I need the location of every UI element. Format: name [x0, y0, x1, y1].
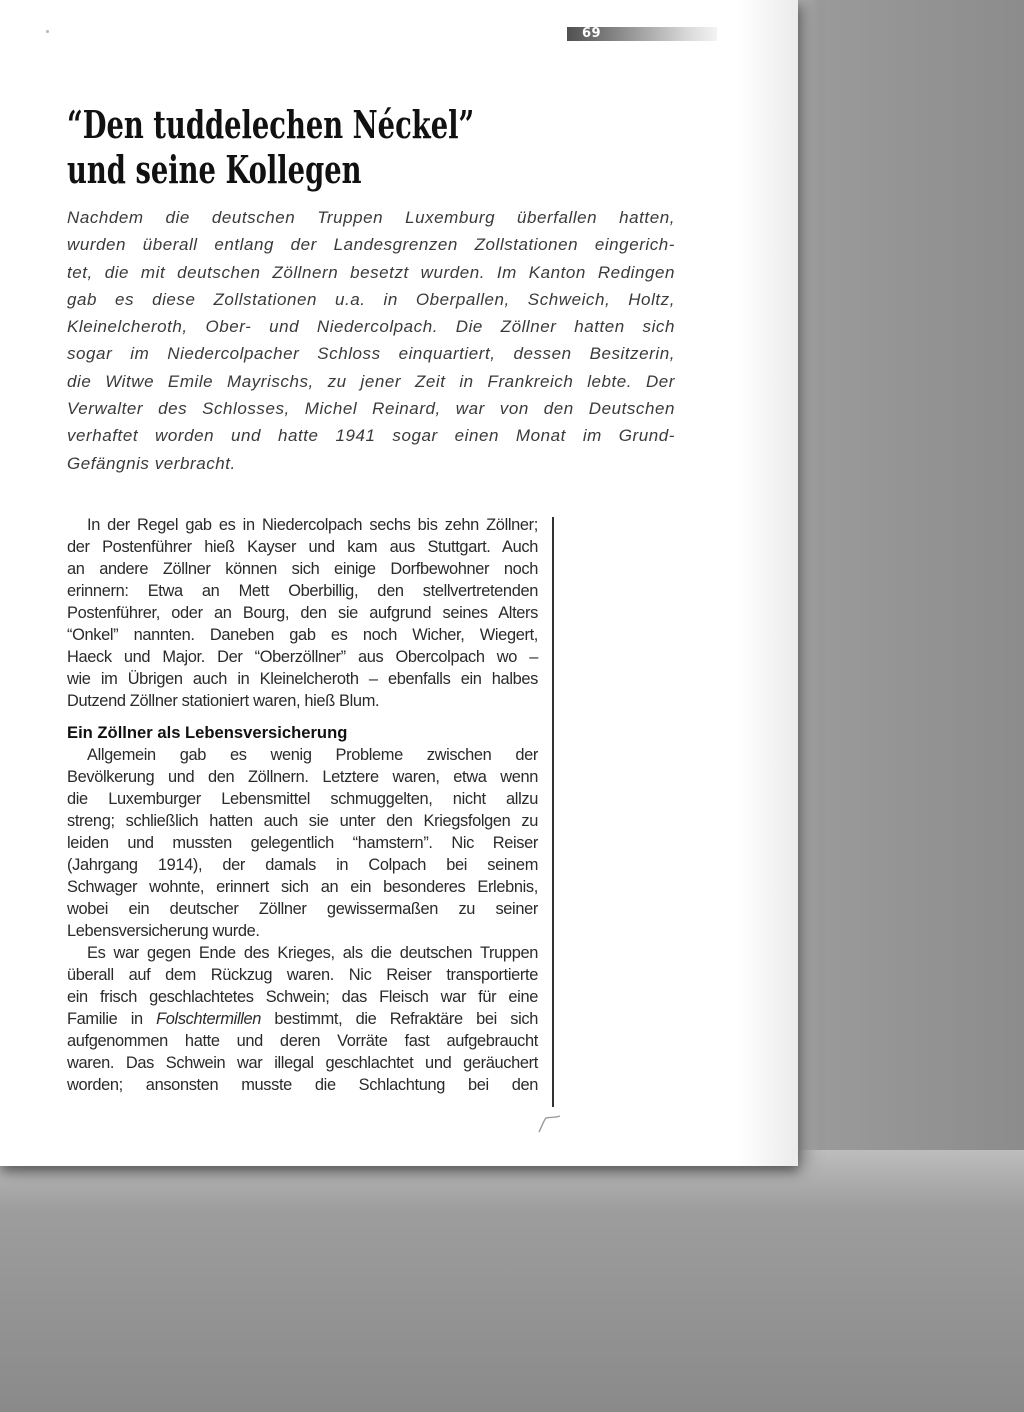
body-column — [67, 514, 538, 1096]
body-line: Postenführer, oder an Bourg, den sie aufgrund seines Alters — [67, 604, 538, 622]
body-line: waren. Das Schwein war illegal geschlachtet und geräuchert — [67, 1054, 538, 1072]
body-line-text: Familie in — [67, 1010, 157, 1028]
scan-background-shadow — [0, 1150, 1024, 1412]
body-line: wie im Übrigen auch in Kleinelcheroth – ebenfalls ein halbes — [67, 670, 538, 688]
body-line: Lebensversicherung wurde. — [67, 922, 260, 940]
lead-line: Kleinelcheroth, Ober- und Niedercolpach. Die Zöllner hatten sich — [67, 317, 675, 337]
body-line: In der Regel gab es in Niedercolpach sechs bis zehn Zöllner; — [87, 516, 538, 534]
section-heading: Ein Zöllner als Lebensversicherung — [67, 723, 348, 742]
paragraph-1 — [67, 514, 538, 712]
body-line — [67, 1008, 538, 1030]
body-line: Es war gegen Ende des Krieges, als die deutschen Truppen — [87, 944, 538, 962]
scan-speck — [46, 30, 49, 33]
body-line: Allgemein gab es wenig Probleme zwischen der — [87, 746, 538, 764]
body-line: die Luxemburger Lebensmittel schmuggelten, nicht allzu — [67, 790, 538, 808]
lead-line: Gefängnis verbracht. — [67, 453, 236, 473]
body-line: überall auf dem Rückzug waren. Nic Reiser transportierte — [67, 966, 538, 984]
pen-mark — [537, 1112, 561, 1134]
lead-line: wurden überall entlang der Landesgrenzen Zollstationen eingerich- — [67, 235, 675, 255]
article-title-line-2: und seine Kollegen — [67, 147, 362, 192]
page-number: 69 — [582, 26, 602, 41]
body-line: Haeck und Major. Der “Oberzöllner” aus Obercolpach wo – — [67, 648, 538, 666]
article-title-line-1: “Den tuddelechen Néckel” — [67, 102, 475, 147]
paragraph-2 — [67, 744, 538, 942]
body-line: (Jahrgang 1914), der damals in Colpach bei seinem — [67, 856, 538, 874]
lead-paragraph — [67, 204, 675, 477]
lead-line: verhaftet worden und hatte 1941 sogar einen Monat im Grund- — [67, 426, 675, 446]
lead-line: Verwalter des Schlosses, Michel Reinard, war von den Deutschen — [67, 399, 675, 419]
lead-line: Nachdem die deutschen Truppen Luxemburg überfallen hatten, — [67, 208, 675, 227]
body-line: der Postenführer hieß Kayser und kam aus Stuttgart. Auch — [67, 538, 538, 556]
body-line-text: bestimmt, die Refraktäre bei sich — [261, 1010, 538, 1028]
body-line: “Onkel” nannten. Daneben gab es noch Wicher, Wiegert, — [67, 626, 538, 644]
body-line: ein frisch geschlachtetes Schwein; das Fleisch war für eine — [67, 988, 538, 1006]
body-line: an andere Zöllner können sich einige Dorfbewohner noch — [67, 560, 538, 578]
body-line: streng; schließlich hatten auch sie unter den Kriegsfolgen zu — [67, 812, 538, 830]
place-name: Folschtermillen — [156, 1010, 262, 1028]
body-line: Dutzend Zöllner stationiert waren, hieß Blum. — [67, 692, 380, 710]
column-rule — [552, 517, 554, 1107]
body-line: aufgenommen hatte und deren Vorräte fast aufgebraucht — [67, 1032, 538, 1050]
body-line: Schwager wohnte, erinnert sich an ein besonderes Erlebnis, — [67, 878, 538, 896]
body-line: leiden und mussten gelegentlich “hamstern”. Nic Reiser — [67, 834, 538, 852]
body-line: wobei ein deutscher Zöllner gewissermaßen zu seiner — [67, 900, 538, 918]
lead-line: sogar im Niedercolpacher Schloss einquartiert, dessen Besitzerin, — [67, 344, 675, 364]
paragraph-3 — [67, 942, 538, 1096]
body-line: Bevölkerung und den Zöllnern. Letztere waren, etwa wenn — [67, 768, 538, 786]
body-line: erinnern: Etwa an Mett Oberbillig, den stellvertretenden — [67, 582, 538, 600]
lead-line: die Witwe Emile Mayrischs, zu jener Zeit in Frankreich lebte. Der — [67, 371, 675, 391]
lead-line: tet, die mit deutschen Zöllnern besetzt wurden. Im Kanton Redingen — [67, 262, 675, 282]
lead-line: gab es diese Zollstationen u.a. in Oberpallen, Schweich, Holtz, — [67, 289, 675, 309]
article-title — [67, 102, 474, 192]
body-line: worden; ansonsten musste die Schlachtung bei den — [67, 1076, 538, 1094]
